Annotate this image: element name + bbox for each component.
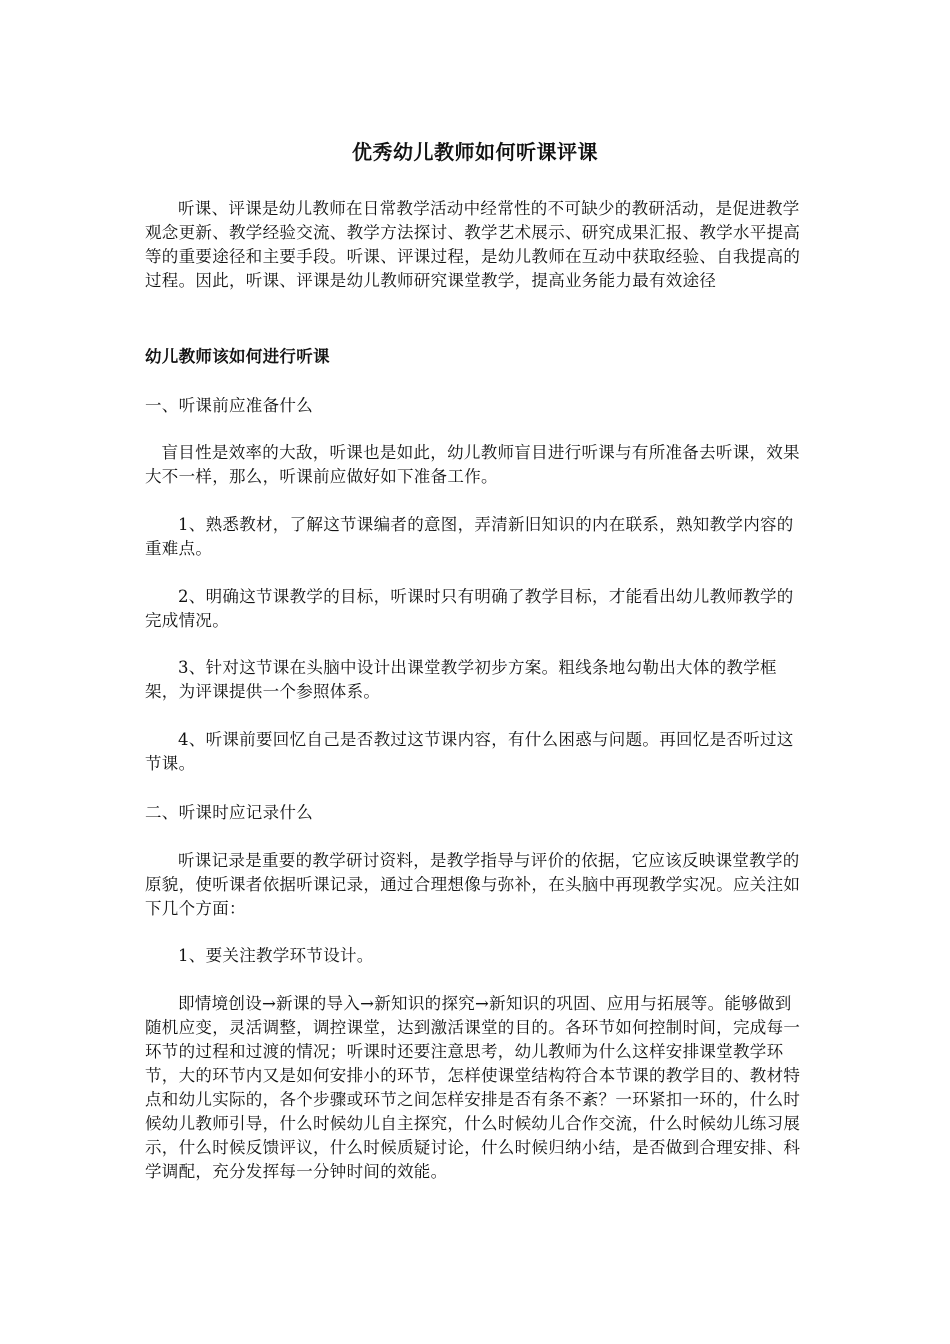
section1-item-2: 2、明确这节课教学的目标，听课时只有明确了教学目标，才能看出幼儿教师教学的完成情况。 bbox=[145, 587, 794, 630]
main-heading: 幼儿教师该如何进行听课 bbox=[145, 347, 330, 366]
intro-paragraph: 听课、评课是幼儿教师在日常教学活动中经常性的不可缺少的教研活动，是促进教学观念更新、教学经验交流、教学方法探讨、教学艺术展示、研究成果汇报、教学水平提高等的重要途径和主要手段。听课、评课过程，是幼儿教师在互动中获取经验、自我提高的过程。因此，听课、评课是幼儿教师研究课堂教学，提高业务能力最有效途径 bbox=[145, 199, 801, 290]
section1-item-1: 1、熟悉教材，了解这节课编者的意图，弄清新旧知识的内在联系，熟知教学内容的重难点。 bbox=[145, 515, 794, 558]
section1-intro: 盲目性是效率的大敌，听课也是如此，幼儿教师盲目进行听课与有所准备去听课，效果大不一样，那么，听课前应做好如下准备工作。 bbox=[145, 443, 800, 486]
section2-intro: 听课记录是重要的教学研讨资料，是教学指导与评价的依据，它应该反映课堂教学的原貌，使听课者依据听课记录，通过合理想像与弥补，在头脑中再现教学实况。应关注如下几个方面： bbox=[145, 851, 801, 918]
section2-item-1: 1、要关注教学环节设计。 bbox=[178, 946, 374, 965]
document-title: 优秀幼儿教师如何听课评课 bbox=[352, 140, 598, 164]
section1-heading: 一、听课前应准备什么 bbox=[145, 396, 313, 415]
section1-item-4: 4、听课前要回忆自己是否教过这节课内容，有什么困惑与问题。再回忆是否听过这节课。 bbox=[145, 730, 794, 773]
section2-heading: 二、听课时应记录什么 bbox=[145, 803, 313, 822]
section1-item-3: 3、针对这节课在头脑中设计出课堂教学初步方案。粗线条地勾勒出大体的教学框架，为评课提供一个参照体系。 bbox=[145, 658, 777, 701]
section2-item-1-body: 即情境创设→新课的导入→新知识的探究→新知识的巩固、应用与拓展等。能够做到随机应变，灵活调整，调控课堂，达到激活课堂的目的。各环节如何控制时间，完成每一环节的过程和过渡的情况；听课时还要注意思考，幼儿教师为什么这样安排课堂教学环节，大的环节内又是如何安排小的环节，怎样使课堂结构符合本节课的教学目的、教材特点和幼儿实际的，各个步骤或环节之间怎样安排是否有条不紊？一环紧扣一环的，什么时候幼儿教师引导，什么时候幼儿自主探究，什么时候幼儿合作交流，什么时候幼儿练习展示，什么时候反馈评议，什么时候质疑讨论，什么时候归纳小结，是否做到合理安排、科学调配，充分发挥每一分钟时间的效能。 bbox=[145, 994, 801, 1181]
